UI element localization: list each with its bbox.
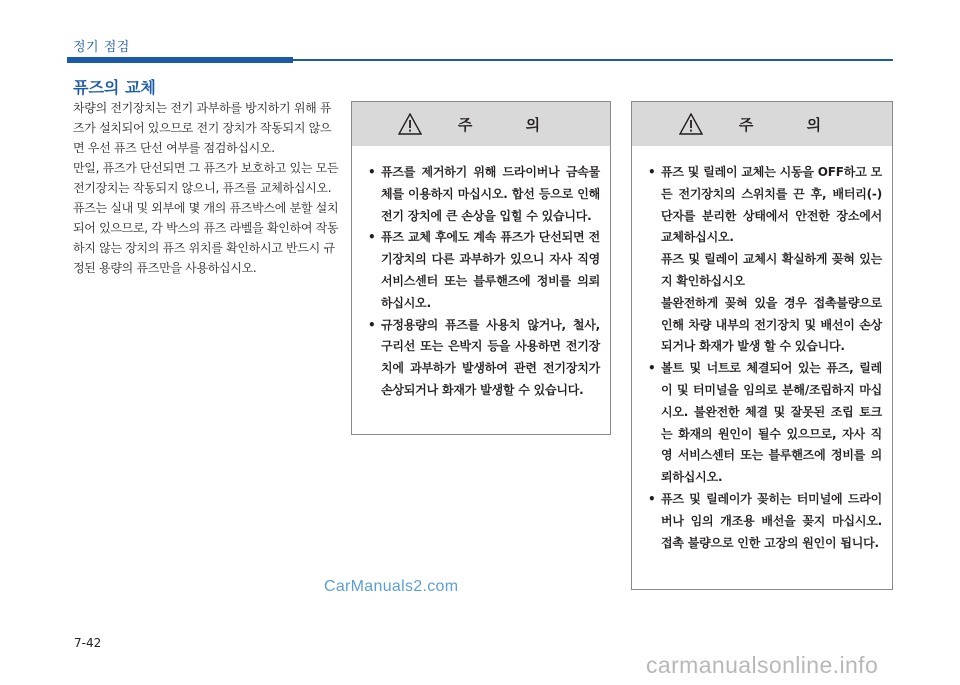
caution-header <box>352 102 610 146</box>
caution-title: 주 의 <box>457 115 565 134</box>
caution-item: • 퓨즈 교체 후에도 계속 퓨즈가 단선되면 전기장치의 다른 과부하가 있으니 자사 직영 서비스센터 또는 블루핸즈에 정비를 의뢰하십시오. <box>368 227 600 314</box>
site-watermark: carmanualsonline.info <box>646 652 879 678</box>
section-label: 정기 점검 <box>73 40 130 55</box>
caution-item: • 퓨즈 및 릴레이가 꽂히는 터미널에 드라이버나 임의 개조용 배선을 꽂지 마십시오. 접촉 불량으로 인한 고장의 원인이 됩니다. <box>648 489 882 554</box>
caution-item: • 규정용량의 퓨즈를 사용치 않거나, 철사, 구리선 또는 은박지 등을 사용하면 전기장치에 과부하가 발생하여 관련 전기장치가 손상되거나 화재가 발생할 수 있습니다. <box>368 315 600 402</box>
caution-list <box>632 146 892 554</box>
intro-text <box>73 98 341 278</box>
caution-title: 주 의 <box>738 115 846 134</box>
watermark-text: CarManuals2.com <box>324 578 459 595</box>
intro-paragraph-1: 차량의 전기장치는 전기 과부하를 방지하기 위해 퓨즈가 설치되어 있으므로 전기 장치가 작동되지 않으면 우선 퓨즈 단선 여부를 점검하십시오. <box>73 101 332 155</box>
caution-item: • 볼트 및 너트로 체결되어 있는 퓨즈, 릴레이 및 터미널을 임의로 분해/조립하지 마십시오. 불완전한 체결 및 잘못된 조립 토크는 화재의 원인이 될수 있으므로, 자사 직영 서비스센터 또는 블루핸즈에 정비를 의뢰하십시오. <box>648 358 882 489</box>
header-bar <box>67 57 293 63</box>
page-heading: 퓨즈의 교체 <box>73 78 156 97</box>
page-number: 7-42 <box>74 636 102 650</box>
warning-triangle-icon <box>679 113 703 135</box>
caution-box-right <box>631 101 893 590</box>
header-rule <box>293 59 893 61</box>
caution-box-left <box>351 101 611 435</box>
intro-paragraph-3: 퓨즈는 실내 및 외부에 몇 개의 퓨즈박스에 분할 설치되어 있으므로, 각 박스의 퓨즈 라벨을 확인하여 작동하지 않는 장치의 퓨즈 위치를 확인하시고 반드시 규정된 용량의 퓨즈만을 사용하십시오. <box>73 201 339 275</box>
caution-item: • 퓨즈 및 릴레이 교체는 시동을 OFF하고 모든 전기장치의 스위치를 끈 후, 배터리(-)단자를 분리한 상태에서 안전한 장소에서 교체하십시오. 퓨즈 및 릴레이 교체시 확실하게 꽂혀 있는지 확인하십시오 불완전하게 꽂혀 있을 경우 접촉불량으로 인해 차량 내부의 전기장치 및 배선이 손상되거나 화재가 발생 할 수 있습니다. <box>648 162 882 358</box>
intro-paragraph-2: 만일, 퓨즈가 단선되면 그 퓨즈가 보호하고 있는 모든 전기장치는 작동되지 않으니, 퓨즈를 교체하십시오. <box>73 161 339 195</box>
caution-item: • 퓨즈를 제거하기 위해 드라이버나 금속물체를 이용하지 마십시오. 합선 등으로 인해 전기 장치에 큰 손상을 입힐 수 있습니다. <box>368 162 600 227</box>
caution-list <box>352 146 610 402</box>
caution-header <box>632 102 892 146</box>
warning-triangle-icon <box>398 113 422 135</box>
